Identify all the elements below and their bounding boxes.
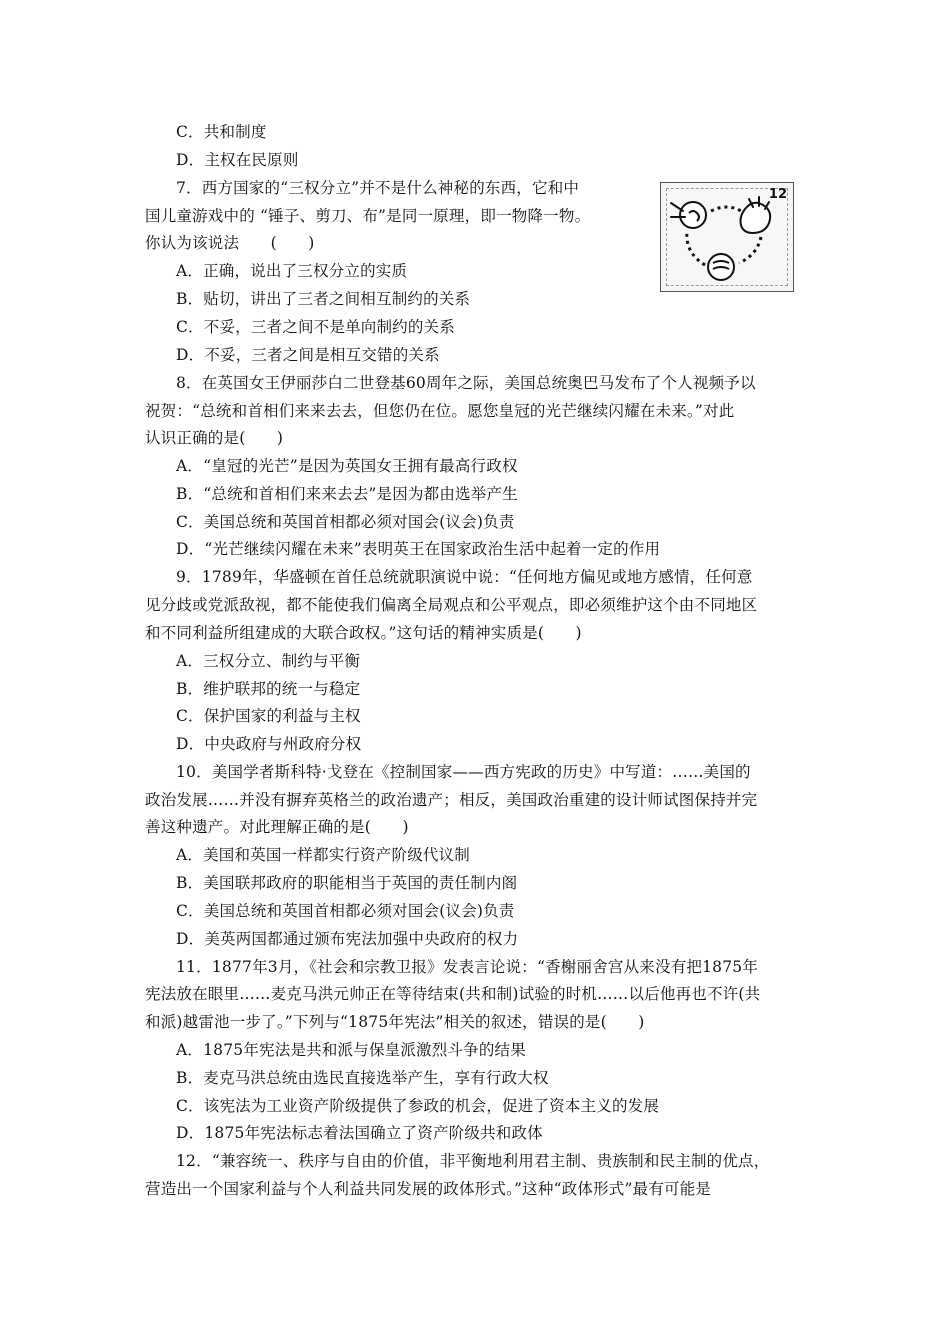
question-12-text: 12．“兼容统一、秩序与自由的价值，非平衡地利用君主制、贵族制和民主制的优点，	[176, 1152, 770, 1170]
question-11-text: 和派)越雷池一步了。”下列与“1875年宪法”相关的叙述，错误的是( )	[145, 1013, 645, 1031]
option-7c: C．不妥，三者之间不是单向制约的关系	[176, 318, 455, 336]
scissors-hand-icon	[671, 202, 706, 228]
option-10a: A．美国和英国一样都实行资产阶级代议制	[176, 846, 470, 864]
question-8-text: 8．在英国女王伊丽莎白二世登基60周年之际，美国总统奥巴马发布了个人视频予以	[176, 374, 756, 392]
question-12-text: 营造出一个国家利益与个人利益共同发展的政体形式。”这种“政体形式”最有可能是	[145, 1180, 712, 1198]
rock-hand-icon	[708, 254, 734, 280]
option-7a: A．正确，说出了三权分立的实质	[176, 262, 408, 280]
option-6c: C．共和制度	[176, 123, 267, 141]
option-11d: D．1875年宪法标志着法国确立了资产阶级共和政体	[176, 1124, 543, 1142]
option-8d: D．“光芒继续闪耀在未来”表明英王在国家政治生活中起着一定的作用	[176, 540, 661, 558]
option-11a: A．1875年宪法是共和派与保皇派激烈斗争的结果	[176, 1041, 526, 1059]
question-8-text: 认识正确的是( )	[145, 429, 284, 447]
option-8b: B．“总统和首相们来来去去”是因为都由选举产生	[176, 485, 518, 503]
option-7b: B．贴切，讲出了三者之间相互制约的关系	[176, 290, 471, 308]
question-7-text: 你认为该说法 ( )	[145, 234, 315, 252]
option-7d: D．不妥，三者之间是相互交错的关系	[176, 346, 440, 364]
paper-hand-icon	[741, 197, 771, 233]
option-10b: B．美国联邦政府的职能相当于英国的责任制内阁	[176, 874, 518, 892]
question-10-text: 10．美国学者斯科特·戈登在《控制国家——西方宪政的历史》中写道：……美国的	[176, 763, 751, 781]
option-10c: C．美国总统和英国首相都必须对国会(议会)负责	[176, 902, 515, 920]
option-10d: D．美英两国都通过颁布宪法加强中央政府的权力	[176, 930, 519, 948]
option-9a: A．三权分立、制约与平衡	[176, 652, 361, 670]
question-7-text: 7．西方国家的“三权分立”并不是什么神秘的东西，它和中	[176, 179, 580, 197]
option-11c: C．该宪法为工业资产阶级提供了参政的机会，促进了资本主义的发展	[176, 1097, 660, 1115]
question-10-text: 政治发展……并没有摒弃英格兰的政治遗产；相反，美国政治重建的设计师试图保持并完	[145, 791, 758, 809]
rock-paper-scissors-figure	[660, 182, 794, 292]
question-10-text: 善这种遗产。对此理解正确的是( )	[145, 818, 409, 836]
hand-cycle-graphic	[661, 183, 795, 293]
question-9-text: 见分歧或党派敌视，都不能使我们偏离全局观点和公平观点，即必须维护这个由不同地区	[145, 596, 758, 614]
question-9-text: 和不同利益所组建成的大联合政权。”这句话的精神实质是( )	[145, 624, 582, 642]
option-9c: C．保护国家的利益与主权	[176, 707, 361, 725]
option-8a: A．“皇冠的光芒”是因为英国女王拥有最高行政权	[176, 457, 518, 475]
question-11-text: 11．1877年3月，《社会和宗教卫报》发表言论说：“香榭丽舍宫从来没有把1875年	[176, 958, 759, 976]
figure-number: 12	[768, 187, 787, 202]
question-8-text: 祝贺：“总统和首相们来来去去，但您仍在位。愿您皇冠的光芒继续闪耀在未来。”对此	[145, 402, 735, 420]
option-8c: C．美国总统和英国首相都必须对国会(议会)负责	[176, 513, 515, 531]
option-6d: D．主权在民原则	[176, 151, 299, 169]
option-9d: D．中央政府与州政府分权	[176, 735, 362, 753]
question-7-text: 国儿童游戏中的 “锤子、剪刀、布”是同一原理，即一物降一物。	[145, 207, 591, 225]
option-11b: B．麦克马洪总统由选民直接选举产生，享有行政大权	[176, 1069, 549, 1087]
question-9-text: 9．1789年，华盛顿在首任总统就职演说中说：“任何地方偏见或地方感情，任何意	[176, 568, 753, 586]
option-9b: B．维护联邦的统一与稳定	[176, 680, 361, 698]
question-11-text: 宪法放在眼里……麦克马洪元帅正在等待结束(共和制)试验的时机……以后他再也不许(共	[145, 985, 761, 1003]
